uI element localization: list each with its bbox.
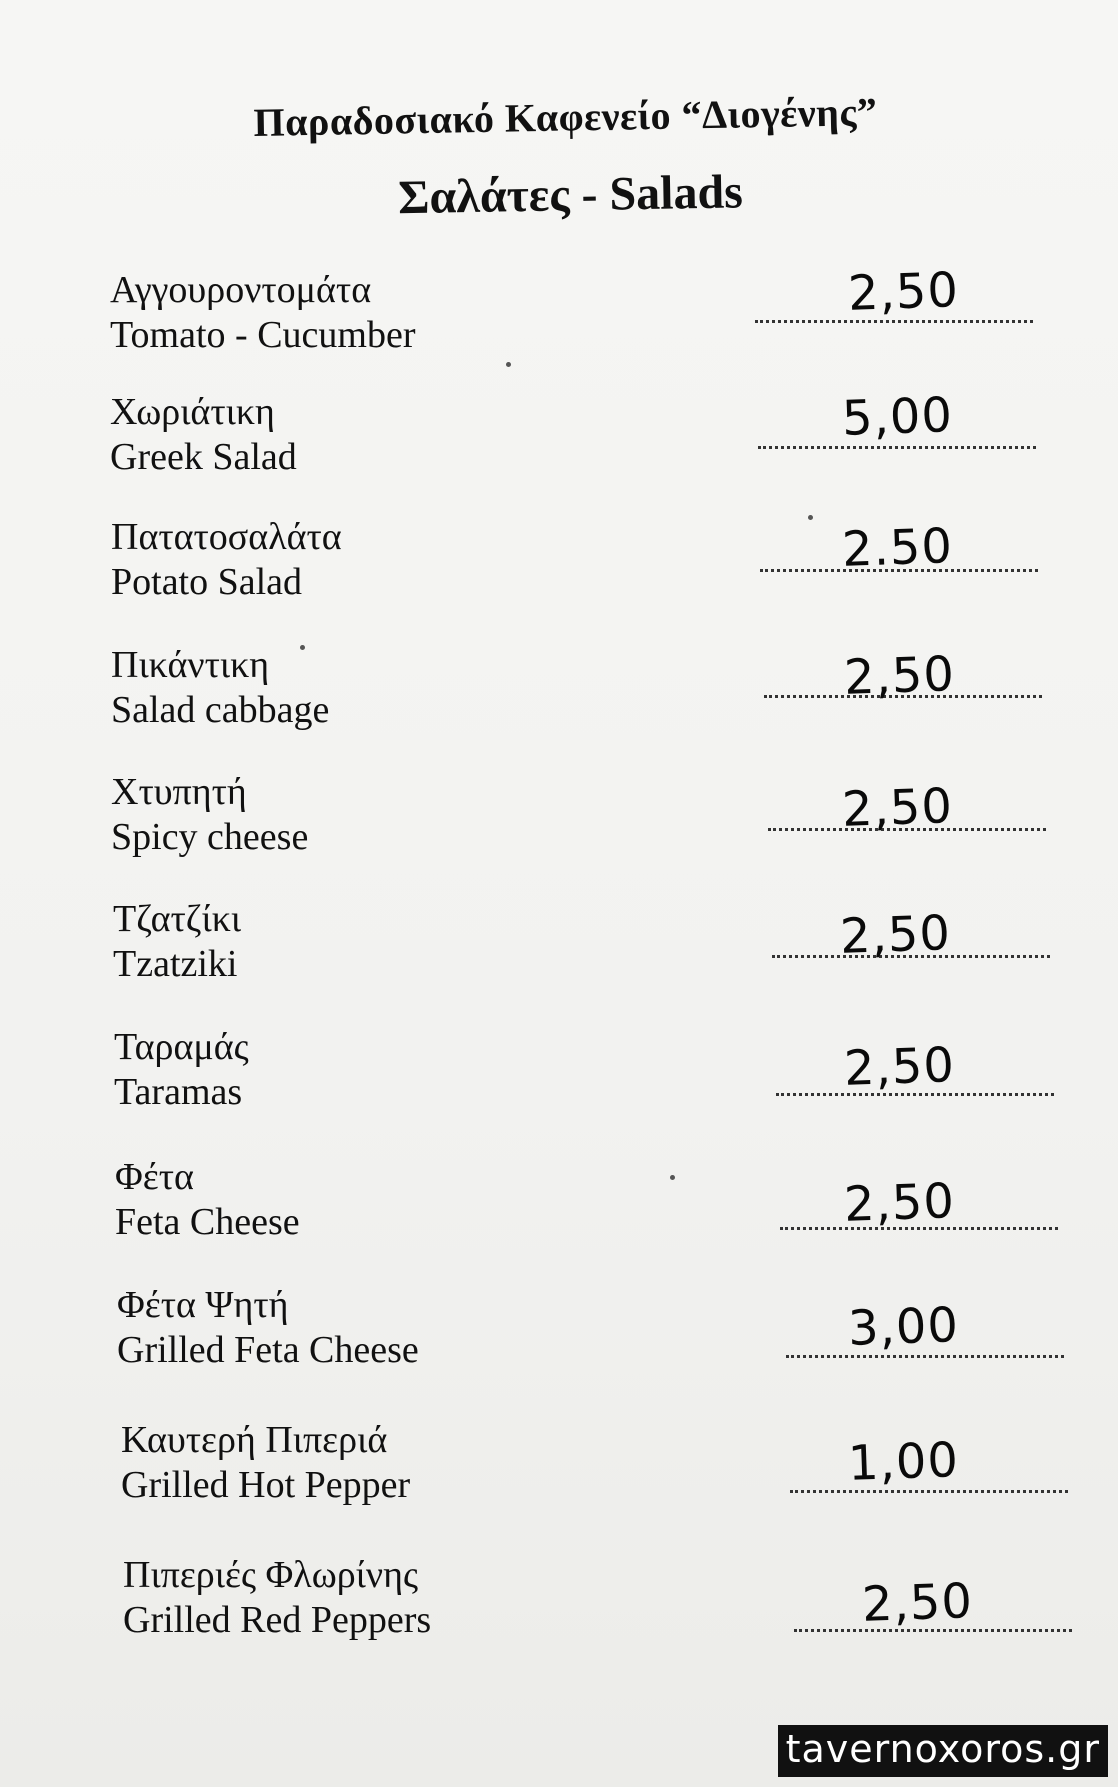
paper-speck: [808, 515, 813, 520]
item-price: 2,50: [847, 262, 960, 322]
dot-leader: [790, 1490, 1068, 1493]
paper-speck: [300, 645, 305, 650]
cafe-title: Παραδοσιακό Καφενείο “Διογένης”: [253, 89, 878, 145]
item-name-english: Potato Salad: [111, 561, 303, 603]
item-name-greek: Ταραμάς: [114, 1026, 249, 1068]
menu-item: [0, 387, 1118, 500]
item-name-english: Feta Cheese: [115, 1201, 300, 1243]
site-watermark: tavernoxoros.gr: [778, 1725, 1108, 1777]
item-price: 2,50: [839, 905, 952, 965]
item-price: 2,50: [843, 1037, 956, 1097]
item-name-english: Tomato - Cucumber: [110, 314, 416, 356]
item-name-english: Salad cabbage: [111, 689, 330, 731]
item-name-english: Taramas: [114, 1071, 243, 1113]
item-name-greek: Αγγουροντομάτα: [110, 269, 372, 311]
paper-speck: [506, 362, 511, 367]
item-price: 5,00: [841, 387, 954, 447]
item-name-greek: Χτυπητή: [111, 771, 247, 813]
item-name-greek: Χωριάτικη: [110, 391, 275, 433]
menu-item: [0, 897, 1118, 1007]
item-name-greek: Τζατζίκι: [113, 898, 242, 940]
item-name-greek: Πιπεριές Φλωρίνης: [123, 1554, 419, 1596]
menu-item: [0, 770, 1118, 880]
menu-item: [0, 262, 1118, 378]
dot-leader: [755, 320, 1033, 323]
item-name-english: Grilled Red Peppers: [123, 1599, 432, 1641]
item-price: 2,50: [841, 778, 954, 838]
item-price: 2,50: [843, 1173, 956, 1233]
menu-item: [0, 643, 1118, 753]
item-name-greek: Φέτα Ψητή: [117, 1284, 289, 1326]
item-price: 3,00: [847, 1297, 960, 1357]
item-name-english: Spicy cheese: [111, 816, 309, 858]
menu-item: [0, 1025, 1118, 1135]
section-title: Σαλάτες - Salads: [397, 165, 744, 225]
paper-speck: [670, 1175, 675, 1180]
menu-item: [0, 1283, 1118, 1393]
item-name-english: Tzatziki: [113, 943, 238, 985]
dot-leader: [758, 446, 1036, 449]
item-name-english: Grilled Feta Cheese: [117, 1329, 419, 1371]
menu-item: [0, 1418, 1118, 1528]
item-name-greek: Καυτερή Πιπεριά: [121, 1419, 388, 1461]
item-price: 2.50: [841, 518, 954, 578]
item-price: 2,50: [843, 646, 956, 706]
menu-item: [0, 1155, 1118, 1265]
item-price: 2,50: [861, 1573, 974, 1633]
item-name-greek: Φέτα: [115, 1156, 194, 1198]
item-name-english: Greek Salad: [110, 436, 297, 478]
item-price: 1,00: [847, 1432, 960, 1492]
menu-item: [0, 515, 1118, 625]
dot-leader: [786, 1355, 1064, 1358]
menu-item: [0, 1553, 1118, 1663]
item-name-greek: Πατατοσαλάτα: [111, 516, 342, 558]
item-name-english: Grilled Hot Pepper: [121, 1464, 411, 1506]
item-name-greek: Πικάντικη: [111, 644, 270, 686]
